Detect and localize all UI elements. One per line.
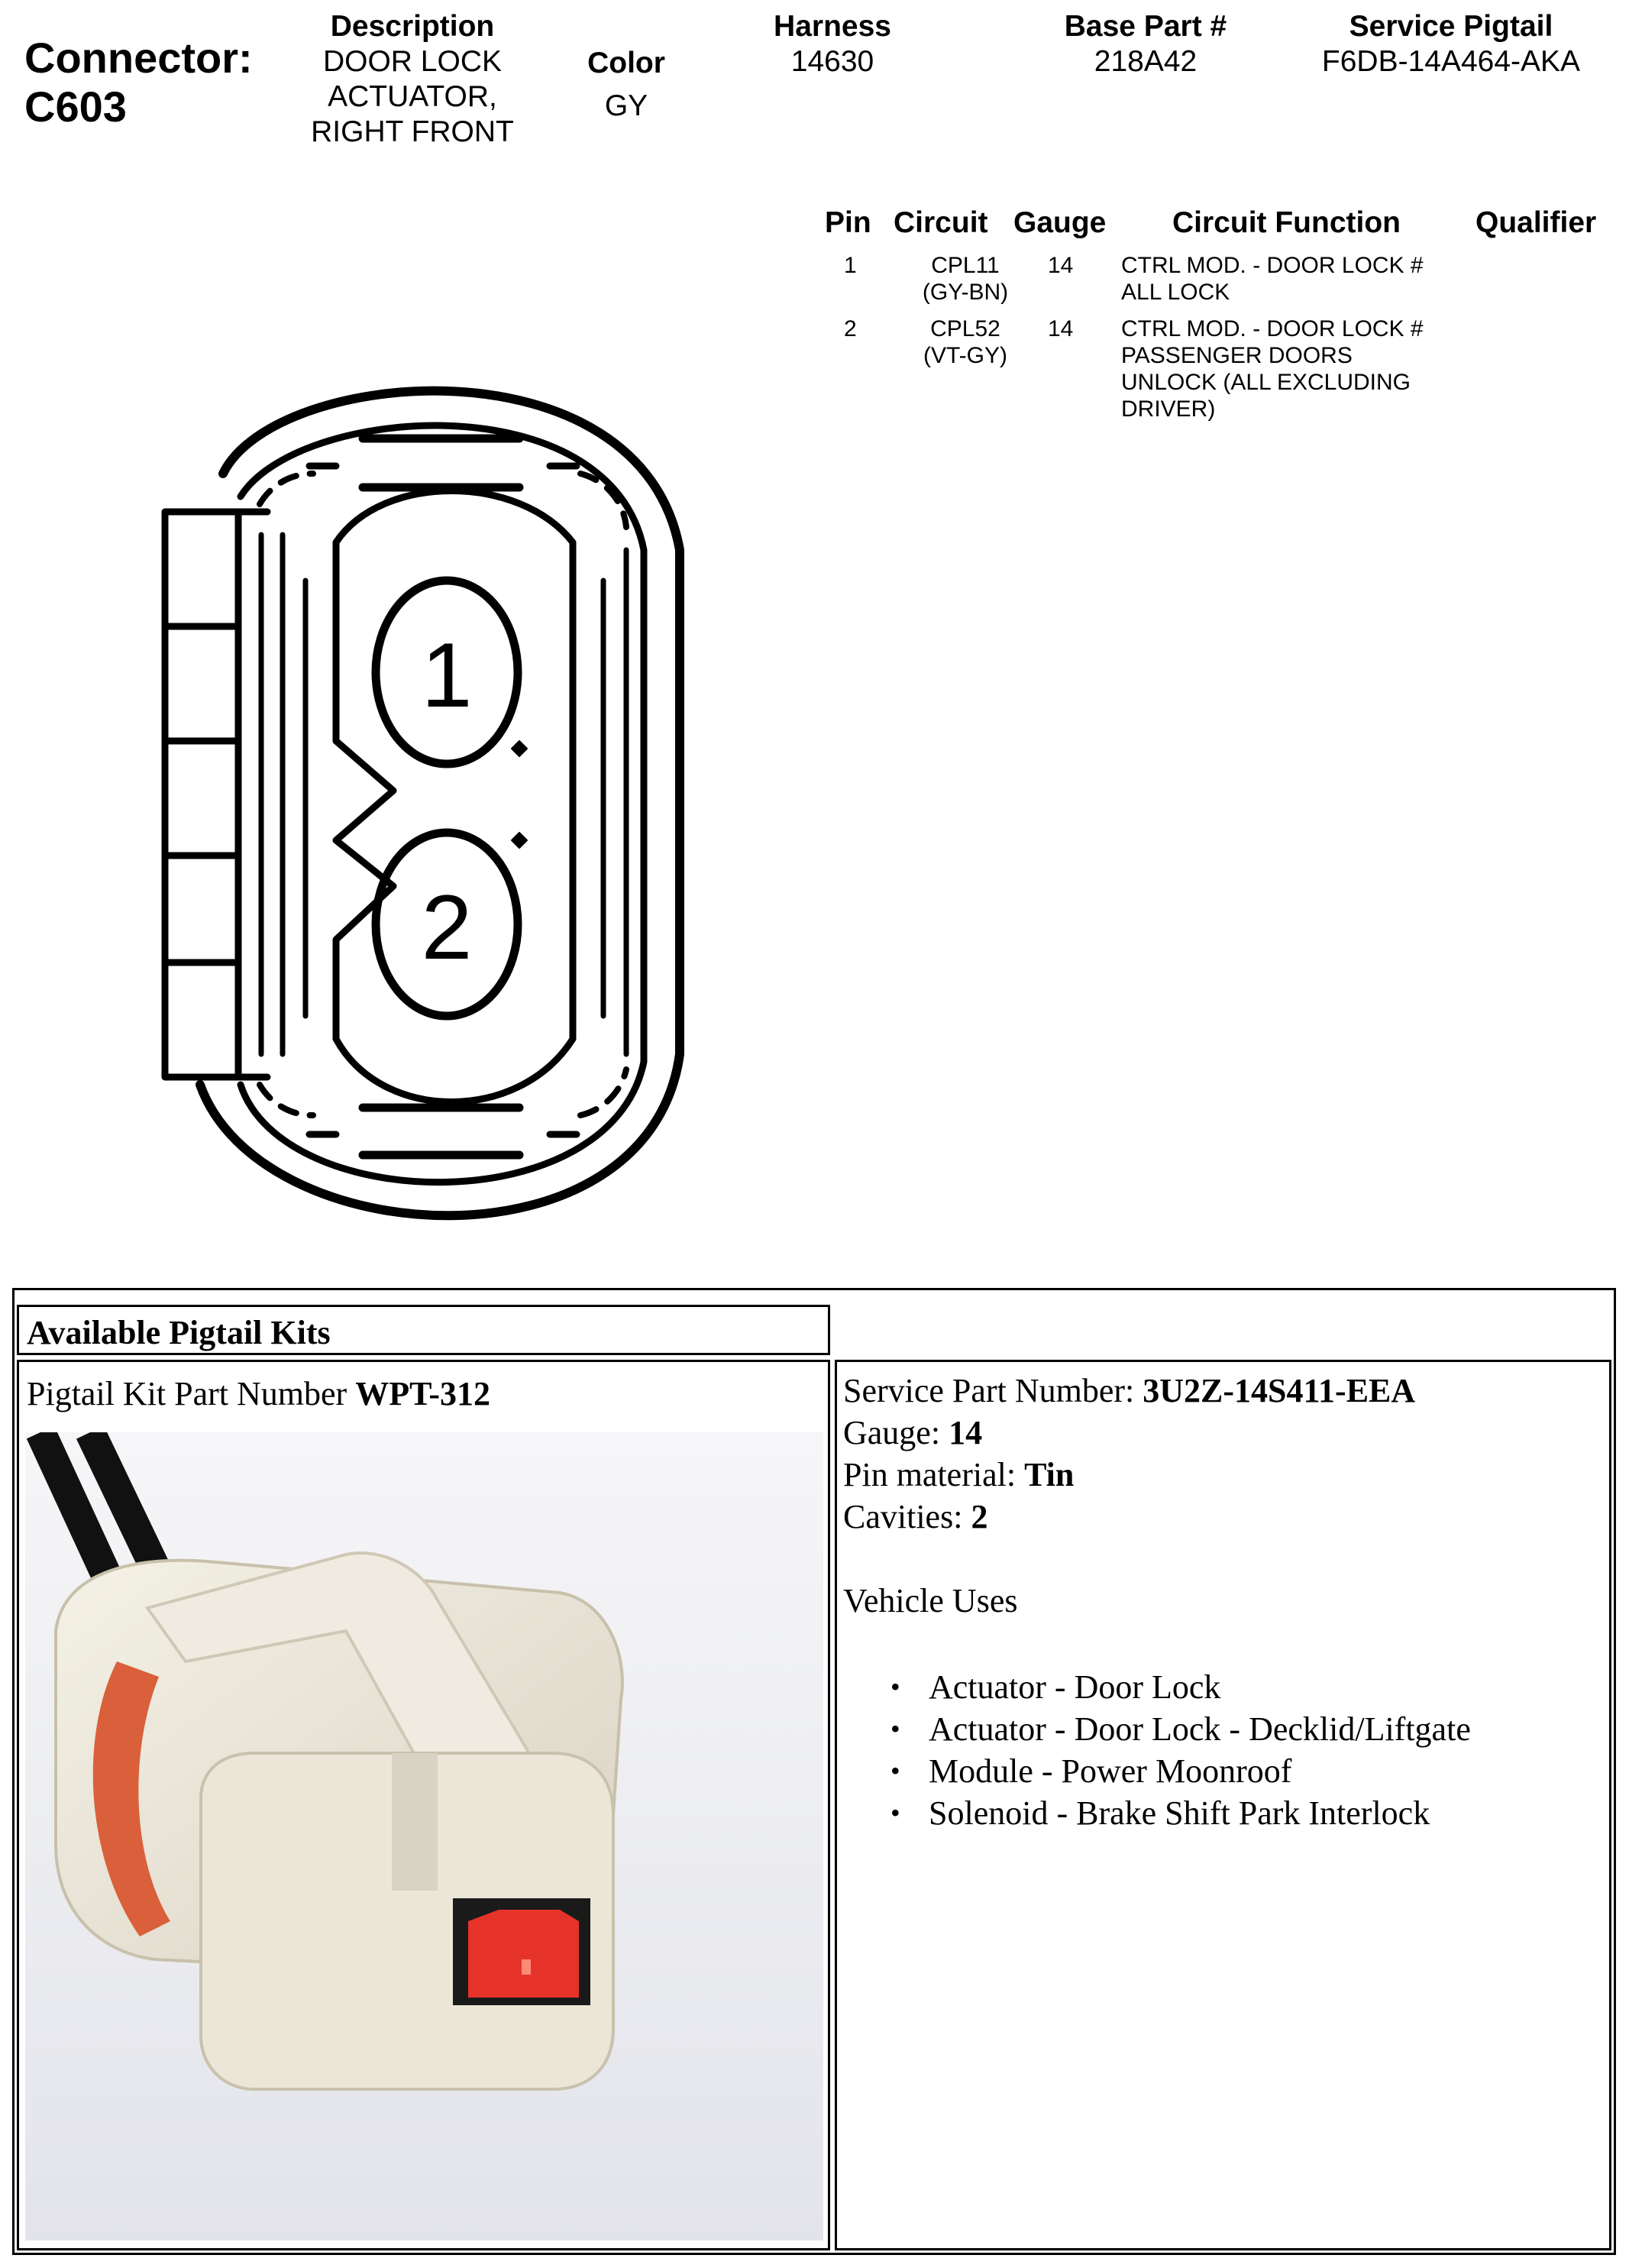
- base-part-value: 218A42: [1094, 45, 1198, 78]
- vehicle-uses-list: [890, 1666, 1471, 1834]
- description-header: Description: [330, 10, 495, 43]
- list-item: • Solenoid - Brake Shift Park Interlock: [890, 1792, 1471, 1834]
- table-row-function: [1121, 315, 1424, 422]
- table-row-circuit: [897, 315, 1034, 369]
- connector-shell-inner: [241, 425, 644, 1183]
- description-column: [267, 9, 558, 150]
- color-value: GY: [604, 89, 648, 122]
- connector-label: Connector:: [24, 34, 253, 82]
- cavities-label: Cavities:: [843, 1498, 971, 1535]
- description-line: DOOR LOCK: [322, 45, 503, 78]
- harness-header: Harness: [774, 10, 891, 43]
- circuit-color: (GY-BN): [922, 280, 1009, 305]
- connector-face-diagram: [153, 351, 703, 1268]
- kit-part-number: WPT-312: [355, 1375, 491, 1412]
- pigtail-kit-panel: [17, 1360, 830, 2250]
- table-row-pin: 2: [844, 316, 857, 341]
- connector-id: C603: [24, 83, 127, 131]
- kit-part-number-line: [27, 1374, 490, 1413]
- latch-tabs: [165, 512, 238, 1077]
- harness-value: 14630: [790, 45, 874, 78]
- pigtail-kits-title-box: [17, 1305, 830, 1355]
- table-row-gauge: 14: [1048, 253, 1074, 278]
- description-line: ACTUATOR,: [328, 80, 497, 113]
- base-part-header: Base Part #: [1064, 10, 1227, 43]
- connector-outer-shell: [200, 391, 680, 1216]
- color-header: Color: [587, 47, 665, 79]
- circuit-color: (VT-GY): [923, 343, 1007, 368]
- function-line: CTRL MOD. - DOOR LOCK #: [1121, 316, 1424, 341]
- pin-header: Pin: [825, 206, 871, 239]
- circuit-id: CPL11: [931, 253, 1000, 278]
- table-row-circuit: [897, 252, 1034, 306]
- cavity-2-label: 2: [421, 876, 473, 979]
- service-pigtail-header: Service Pigtail: [1349, 10, 1553, 43]
- circuit-header: Circuit: [894, 206, 988, 239]
- pigtail-photo: [25, 1432, 823, 2240]
- cavities-value: 2: [971, 1498, 988, 1535]
- function-line: UNLOCK (ALL EXCLUDING: [1121, 370, 1411, 395]
- description-line: RIGHT FRONT: [311, 115, 514, 148]
- list-item: • Module - Power Moonroof: [890, 1750, 1471, 1792]
- function-line: DRIVER): [1121, 396, 1216, 422]
- function-line: PASSENGER DOORS: [1121, 343, 1353, 368]
- table-row-function: [1121, 252, 1424, 306]
- service-pigtail-column: [1291, 9, 1611, 79]
- gauge-header: Gauge: [1013, 206, 1107, 239]
- pigtail-specs-panel: [835, 1360, 1611, 2250]
- harness-column: [718, 9, 947, 79]
- cavities-line: [843, 1496, 987, 1538]
- connector-title: [24, 34, 253, 131]
- service-part-number-line: [843, 1370, 1415, 1412]
- pin-material-label: Pin material:: [843, 1456, 1025, 1493]
- list-item: • Actuator - Door Lock: [890, 1666, 1471, 1708]
- table-row-gauge: 14: [1048, 316, 1074, 341]
- vehicle-uses-label: Vehicle Uses: [843, 1582, 1018, 1619]
- function-header: Circuit Function: [1172, 206, 1401, 239]
- gauge-line: [843, 1412, 982, 1454]
- pin-material-line: [843, 1454, 1074, 1496]
- service-part-label: Service Part Number:: [843, 1372, 1143, 1409]
- qualifier-header: Qualifier: [1475, 206, 1597, 239]
- service-pigtail-value: F6DB-14A464-AKA: [1321, 45, 1581, 78]
- kit-part-number-label: Pigtail Kit Part Number: [27, 1375, 356, 1412]
- pigtail-kits-title: Available Pigtail Kits: [27, 1314, 331, 1351]
- table-row-pin: 1: [844, 253, 857, 278]
- gauge-label: Gauge:: [843, 1414, 949, 1451]
- pin-material-value: Tin: [1024, 1456, 1075, 1493]
- base-part-column: [993, 9, 1298, 79]
- function-line: ALL LOCK: [1121, 280, 1230, 305]
- cavity-1-label: 1: [421, 624, 473, 726]
- list-item: • Actuator - Door Lock - Decklid/Liftgate: [890, 1708, 1471, 1750]
- gauge-value: 14: [949, 1414, 983, 1451]
- service-part-value: 3U2Z-14S411-EEA: [1143, 1372, 1416, 1409]
- color-column: [550, 46, 703, 124]
- function-line: CTRL MOD. - DOOR LOCK #: [1121, 253, 1424, 278]
- circuit-id: CPL52: [930, 316, 1000, 341]
